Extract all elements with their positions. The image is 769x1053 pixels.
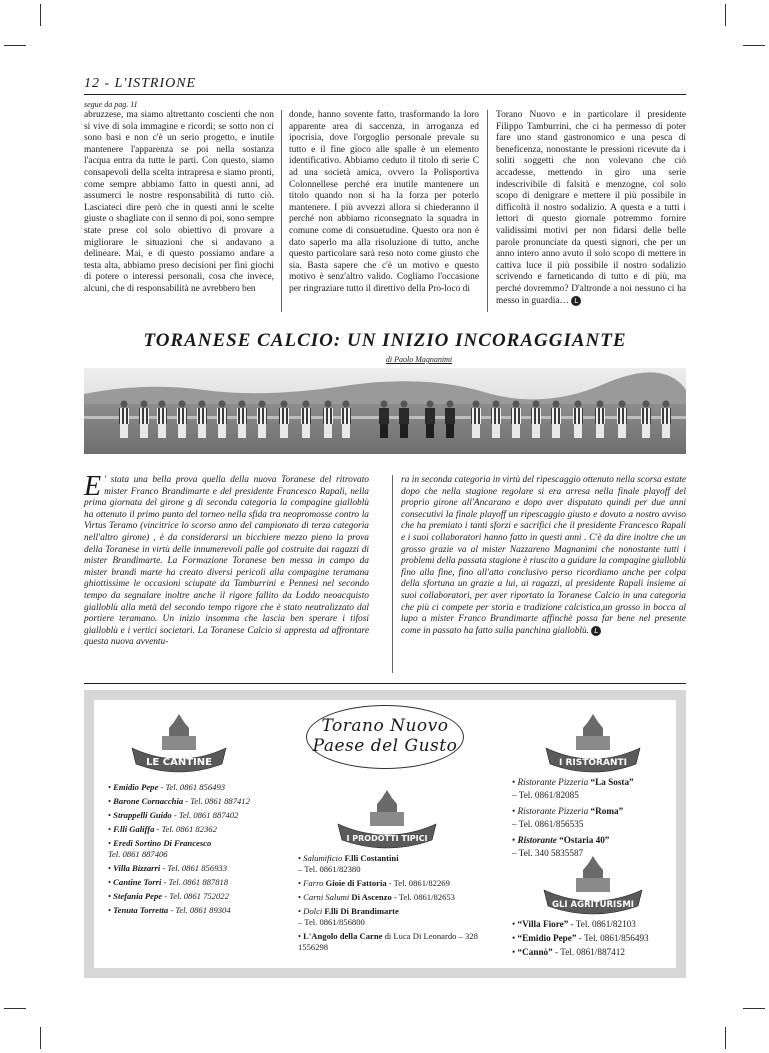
player-legs: [158, 424, 166, 438]
player-head: [325, 401, 332, 408]
player-head: [493, 401, 500, 408]
list-item: • Tenuta Torretta - Tel. 0861 89304: [108, 905, 231, 915]
player-figure: [379, 408, 389, 424]
section-divider: [84, 683, 686, 684]
player-head: [179, 401, 186, 408]
player-head: [401, 401, 408, 408]
player-head: [141, 401, 148, 408]
torano-logo: [306, 705, 464, 769]
list-item: • F.lli Galiffa - Tel. 0861 82362: [108, 824, 217, 834]
list-item: • Dolci F.lli Di Brandimarte – Tel. 0861/856800: [298, 906, 399, 927]
player-head: [343, 401, 350, 408]
page-label: 12 - L'ISTRIONE: [84, 76, 197, 91]
intro-column-2: donde, hanno sovente fatto, trasformando la loro apparente area di saccenza, in arroganza ed ipocrisia, dove l'orgoglio personale prevale su tutto e il fine gioco alle spalle è un elemento identificativo. Abbiamo ceduto il titolo di serie C ad una società amica, ovvero la Polisportiva Colonnellese perché era inutile mantenere un titolo quando non si ha la forza per poterlo mantenere. I più avvezzi allora si chiederanno il perché non abbiamo riconsegnato la squadra in comune come di consuetudine. Questo ora non è dato saperlo ma alla risoluzione di tutto, anche questo particolare sarà reso noto come giusto che sia. Basta sapere che c'è un motivo e questo motivo è senz'altro valido. Cogliamo l'occasione per ringraziare tutto il direttivo della Pro-loco di: [289, 110, 479, 294]
crop-mark: [743, 1008, 765, 1009]
ristoranti-list: [512, 776, 682, 863]
column-divider: [392, 475, 393, 673]
player-figure: [119, 408, 129, 424]
player-figure: [551, 408, 561, 424]
agriturismi-list: [512, 919, 682, 961]
crop-mark: [725, 4, 726, 26]
crop-mark: [4, 45, 26, 46]
badge-prodotti-label: I PRODOTTI TIPICI: [346, 834, 428, 843]
prodotti-list: [298, 853, 498, 956]
list-item: • Ristorante Pizzeria “Roma” – Tel. 0861/856535: [512, 806, 624, 829]
player-legs: [198, 424, 206, 438]
player-legs: [120, 424, 128, 438]
column-divider: [487, 110, 488, 312]
player-head: [219, 401, 226, 408]
player-head: [239, 401, 246, 408]
player-figure: [617, 408, 627, 424]
player-legs: [400, 424, 408, 438]
player-figure: [301, 408, 311, 424]
player-figure: [341, 408, 351, 424]
player-head: [303, 401, 310, 408]
player-figure: [217, 408, 227, 424]
player-legs: [342, 424, 350, 438]
list-item: • Barone Cornacchia - Tel. 0861 887412: [108, 796, 250, 806]
continued-from-label: segue da pag. 11: [84, 100, 138, 109]
player-figure: [531, 408, 541, 424]
player-figure: [279, 408, 289, 424]
player-legs: [642, 424, 650, 438]
player-figure: [445, 408, 455, 424]
cantine-list: [108, 782, 278, 919]
list-item: • “Emidio Pepe” - Tel. 0861/856493: [512, 933, 649, 943]
crop-mark: [40, 1027, 41, 1049]
list-item: • Villa Bizzarri - Tel. 0861 856933: [108, 863, 227, 873]
player-figure: [425, 408, 435, 424]
article-column-1-text: ' stata una bella prova quella della nuova Toranese del ritrovato mister Franco Brandimarte e del presidente Francesco Rapali, nella prima giornata del girone g di seconda categoria la compagine gialloblù ha ottenuto il primo punto del torneo nella sfida tra neopromosse contro la Virtus Teramo (vincitrice lo scorso anno del campionato di terza categoria nell'altro girone) , è da considerarsi un bicchiere mezzo pieno la prova della Toranese in virtù delle innumerevoli palle gol costruite dai ragazzi di mister Brandimarte. La Formazione Toranese ben messa in campo da mister brandi marte ha creato diversi pericoli alla compagine teramana ghiottissime le occasioni sciupate da Tamburrini e Pennesi nel secondo tempo da segnalare inoltre anche il rigore fallito da Loddo neoacquisto gialloblù alla metà del secondo tempo rigore che è stato neutralizzato dal portiere teramano. Un inizio insomma che lascia ben sperare i tifosi gialloblù e i vertici societari. La Toranese Calcio si appresta ad affrontare questa nuova avventu-: [84, 475, 369, 648]
player-legs: [140, 424, 148, 438]
player-figure: [139, 408, 149, 424]
player-head: [199, 401, 206, 408]
cantine-badge: [124, 708, 234, 776]
player-legs: [446, 424, 454, 438]
crop-mark: [40, 4, 41, 26]
player-legs: [258, 424, 266, 438]
player-head: [513, 401, 520, 408]
player-figure: [471, 408, 481, 424]
badge-ristoranti-label: I RISTORANTI: [559, 758, 627, 768]
player-legs: [178, 424, 186, 438]
badge-agriturismi-label: GLI AGRITURISMI: [552, 900, 634, 910]
list-item: • Emidio Pepe - Tel. 0861 856493: [108, 782, 226, 792]
list-item: • “Villa Fiore” - Tel. 0861/82103: [512, 919, 636, 929]
column-divider: [281, 110, 282, 312]
article-title: TORANESE CALCIO: UN INIZIO INCORAGGIANTE: [143, 330, 627, 351]
page-header: [84, 74, 686, 95]
team-photo: [84, 368, 686, 454]
player-figure: [323, 408, 333, 424]
player-figure: [491, 408, 501, 424]
player-figure: [511, 408, 521, 424]
player-head: [447, 401, 454, 408]
player-legs: [618, 424, 626, 438]
crop-mark: [725, 1027, 726, 1049]
end-mark-icon: L: [571, 296, 581, 306]
byline-text: di Paolo Magnanimi: [385, 355, 453, 364]
intro-column-3: [496, 110, 686, 307]
player-head: [619, 401, 626, 408]
advertisement-panel: [84, 690, 686, 978]
list-item: • Cantine Torri - Tel. 0861 887818: [108, 877, 229, 887]
player-figure: [257, 408, 267, 424]
crop-mark: [4, 1008, 26, 1009]
player-head: [473, 401, 480, 408]
player-figure: [661, 408, 671, 424]
player-legs: [218, 424, 226, 438]
player-head: [259, 401, 266, 408]
article-byline: [84, 355, 686, 364]
player-head: [159, 401, 166, 408]
player-figure: [573, 408, 583, 424]
player-legs: [238, 424, 246, 438]
player-legs: [512, 424, 520, 438]
list-item: • “Cannò” - Tel. 0861/887412: [512, 947, 625, 957]
player-head: [121, 401, 128, 408]
player-figure: [157, 408, 167, 424]
player-legs: [596, 424, 604, 438]
player-head: [427, 401, 434, 408]
drop-cap: E: [84, 471, 102, 502]
badge-cantine-label: LE CANTINE: [146, 757, 212, 768]
article-column-2: [401, 475, 686, 637]
list-item: • Eredi Sortino Di Francesco Tel. 0861 887406: [108, 838, 212, 859]
list-item: • Ristorante Pizzeria “La Sosta” – Tel. 0861/82085: [512, 777, 634, 800]
advertisement-inner: [94, 700, 676, 968]
player-head: [597, 401, 604, 408]
intro-column-3-text: Torano Nuovo e in particolare il presidente Filippo Tamburrini, che ci ha permesso di poter fare uno stand gastronomico e una pesca di beneficenza, nonostante le pressioni ricevute da i soliti soggetti che non volevano che ciò accadesse, mettendo in giro una serie indescrivibile di falsità e menzogne, col solo scopo di denigrare e mettere il più possibile in difficoltà il nostro sodalizio. A questa e a tutti i lettori di questo giornale potremmo fornire validissimi motivi per non fidarsi delle belle parole pronunciate da questi signori, che per un anno intero anno avuto il solo scopo di mettere in cattiva luce il più possibile il nostro sodalizio scrivendo e farneticando di tutto e di più, ma perché dovremmo? D'altronde a noi nessuno ci ha messo in guardia…: [496, 110, 686, 306]
player-legs: [324, 424, 332, 438]
article-column-1: [84, 471, 369, 649]
list-item: • Salumificio F.lli Costantini – Tel. 0861/82380: [298, 853, 399, 874]
player-legs: [280, 424, 288, 438]
player-legs: [472, 424, 480, 438]
player-head: [281, 401, 288, 408]
logo-line-1: Torano Nuovo: [321, 716, 449, 736]
player-legs: [380, 424, 388, 438]
list-item: • Ristorante “Ostaria 40” – Tel. 340 5835587: [512, 835, 610, 858]
list-item: • Stefania Pepe - Tel. 0861 752022: [108, 891, 229, 901]
list-item: • Strappelli Guido - Tel. 0861 887402: [108, 810, 239, 820]
list-item: • Carni Salumi Di Ascenzo - Tel. 0861/82653: [298, 892, 455, 902]
player-head: [533, 401, 540, 408]
player-figure: [197, 408, 207, 424]
player-head: [553, 401, 560, 408]
player-figure: [237, 408, 247, 424]
player-legs: [492, 424, 500, 438]
player-figure: [399, 408, 409, 424]
list-item: • Farro Gioie di Fattoria - Tel. 0861/82269: [298, 878, 450, 888]
player-head: [575, 401, 582, 408]
logo-line-2: Paese del Gusto: [312, 736, 458, 756]
intro-column-1: abruzzese, ma siamo altrettanto coscienti che non si vive di sola immagine e ricordi; se sotto non ci sono basi e non c'è un serio progetto, e inutile mantenere l'apparenza se poi nella sostanza l'acqua entra da tutte le parti. Con questo, siamo consapevoli della scelta intrapresa e siamo pronti, come sempre abbiamo fatto in questi anni, ad assumerci le nostre responsabilità di tutto ciò. Lasciateci dire però che in questi anni le scelte giuste o sbagliate con il senno di poi, sono sempre state prese col solo obiettivo di provare a migliorare le situazioni che si andavano a delineare. Mai, e di questo possiamo andare a testa alta, abbiamo preso decisioni per fini giochi di potere o interessi personali, cosa che invece, alcuni, che di responsabilità ne avrebbero ben: [84, 110, 274, 294]
player-head: [663, 401, 670, 408]
player-legs: [426, 424, 434, 438]
player-head: [643, 401, 650, 408]
player-legs: [574, 424, 582, 438]
player-legs: [552, 424, 560, 438]
player-legs: [532, 424, 540, 438]
player-figure: [641, 408, 651, 424]
crop-mark: [743, 45, 765, 46]
player-head: [381, 401, 388, 408]
end-mark-icon: L: [591, 626, 601, 636]
prodotti-badge: [332, 784, 442, 852]
player-legs: [302, 424, 310, 438]
player-figure: [595, 408, 605, 424]
player-figure: [177, 408, 187, 424]
player-legs: [662, 424, 670, 438]
article-column-2-text: ra in seconda categoria in virtù del ripescaggio ottenuto nella scorsa estate dopo che nella stagione regolare si era arresa nella finale playoff del proprio girone all'Ancarano e dopo aver disputato quindi per due anni consecutivi la finale playoff un ripescaggio giusto e dovuto a nostro avviso che ha premiato i tanti sforzi e sacrifici che il presidente Francesco Rapali e i suoi collaboratori hanno fatto in questi anni . C'è da dire inoltre che un grosso grazie va al mister Nazzareno Magnanimi che nonostante tutti i problemi della passata stagione è riuscito a guidare la compagine gialloblù fino alla fine, fino all'atto conclusivo perso ricordiamo anche per colpa della sfortuna un grazie a lui, ai ragazzi, al presidente Rapali insieme ai suoi collaboratori, per aver riportato la Toranese Calcio in una categoria che più ci compete per storia e tradizione calcistica,un grosso in bocca al lupo a mister Franco Brandimarte affinchè possa far bene nel presente come in passato ha fatto sulla panchina gialloblù.: [401, 475, 686, 636]
list-item: • L'Angolo della Carne di Luca Di Leonardo – 328 1556298: [298, 931, 478, 952]
ristoranti-badge: [538, 708, 648, 776]
team-photo-icon: [84, 368, 686, 454]
